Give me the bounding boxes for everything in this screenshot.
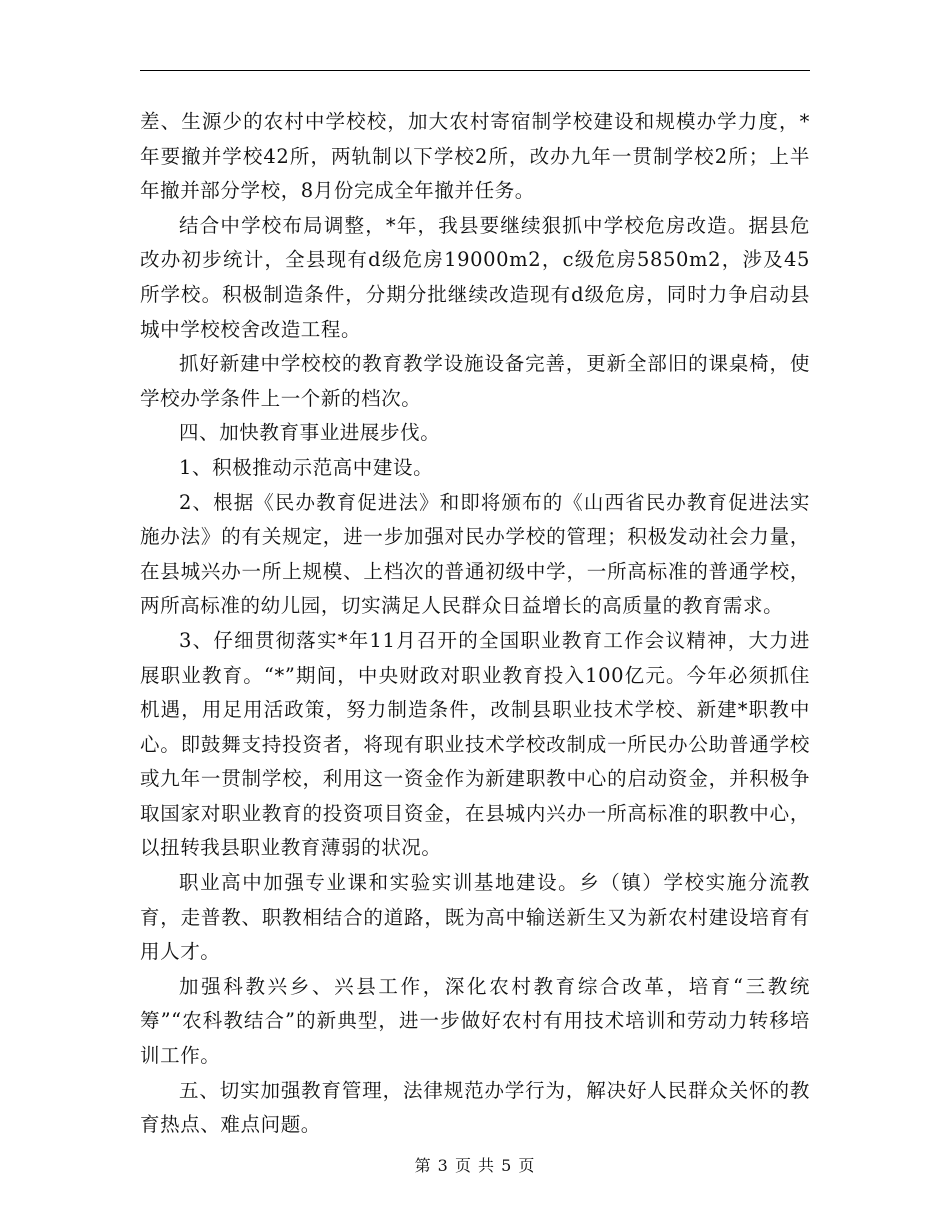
list-item-2: 2、根据《民办教育促进法》和即将颁布的《山西省民办教育促进法实施办法》的有关规定，进一步加强对民办学校的管理；积极发动社会力量，在县城兴办一所上规模、上档次的普通初级中学，一所高标准的普通学校，两所高标准的幼儿园，切实满足人民群众日益增长的高质量的教育需求。 bbox=[140, 490, 810, 618]
paragraph-2: 结合中学校布局调整，*年，我县要继续狠抓中学校危房改造。据县危改办初步统计，全县现有d级危房19000m2，c级危房5850m2，涉及45所学校。积极制造条件，分期分批继续改造现有d级危房，同时力争启动县城中学校校舍改造工程。 bbox=[140, 213, 810, 341]
paragraph-1: 差、生源少的农村中学校校，加大农村寄宿制学校建设和规模办学力度，*年要撤并学校42所，两轨制以下学校2所，改办九年一贯制学校2所；上半年撤并部分学校，8月份完成全年撤并任务。 bbox=[140, 110, 810, 203]
list-item-3: 3、仔细贯彻落实*年11月召开的全国职业教育工作会议精神，大力进展职业教育。“*”期间，中央财政对职业教育投入100亿元。今年必须抓住机遇，用足用活政策，努力制造条件，改制县职业技术学校、新建*职教中心。即鼓舞支持投资者，将现有职业技术学校改制成一所民办公助普通学校或九年一贯制学校，利用这一资金作为新建职教中心的启动资金，并积极争取国家对职业教育的投资项目资金，在县城内兴办一所高标准的职教中心，以扭转我县职业教育薄弱的状况。 bbox=[140, 628, 810, 860]
section-heading-4: 四、加快教育事业进展步伐。 bbox=[179, 421, 441, 445]
page-number: 第 3 页 共 5 页 bbox=[414, 1156, 536, 1175]
paragraph-rural-education: 加强科教兴乡、兴县工作，深化农村教育综合改革，培育“三教统筹”“农科教结合”的新典型，进一步做好农村有用技术培训和劳动力转移培训工作。 bbox=[140, 974, 810, 1068]
paragraph-3: 抓好新建中学校校的教育教学设施设备完善，更新全部旧的课桌椅，使学校办学条件上一个新的档次。 bbox=[140, 352, 810, 410]
document-body bbox=[140, 105, 810, 1143]
paragraph-vocational: 职业高中加强专业课和实验实训基地建设。乡（镇）学校实施分流教育，走普教、职教相结合的道路，既为高中输送新生又为新农村建设培育有用人才。 bbox=[140, 871, 810, 964]
list-item-1: 1、积极推动示范高中建设。 bbox=[179, 455, 434, 479]
section-heading-5: 五、切实加强教育管理，法律规范办学行为，解决好人民群众关怀的教育热点、难点问题。 bbox=[140, 1078, 810, 1137]
header-rule bbox=[140, 70, 810, 71]
